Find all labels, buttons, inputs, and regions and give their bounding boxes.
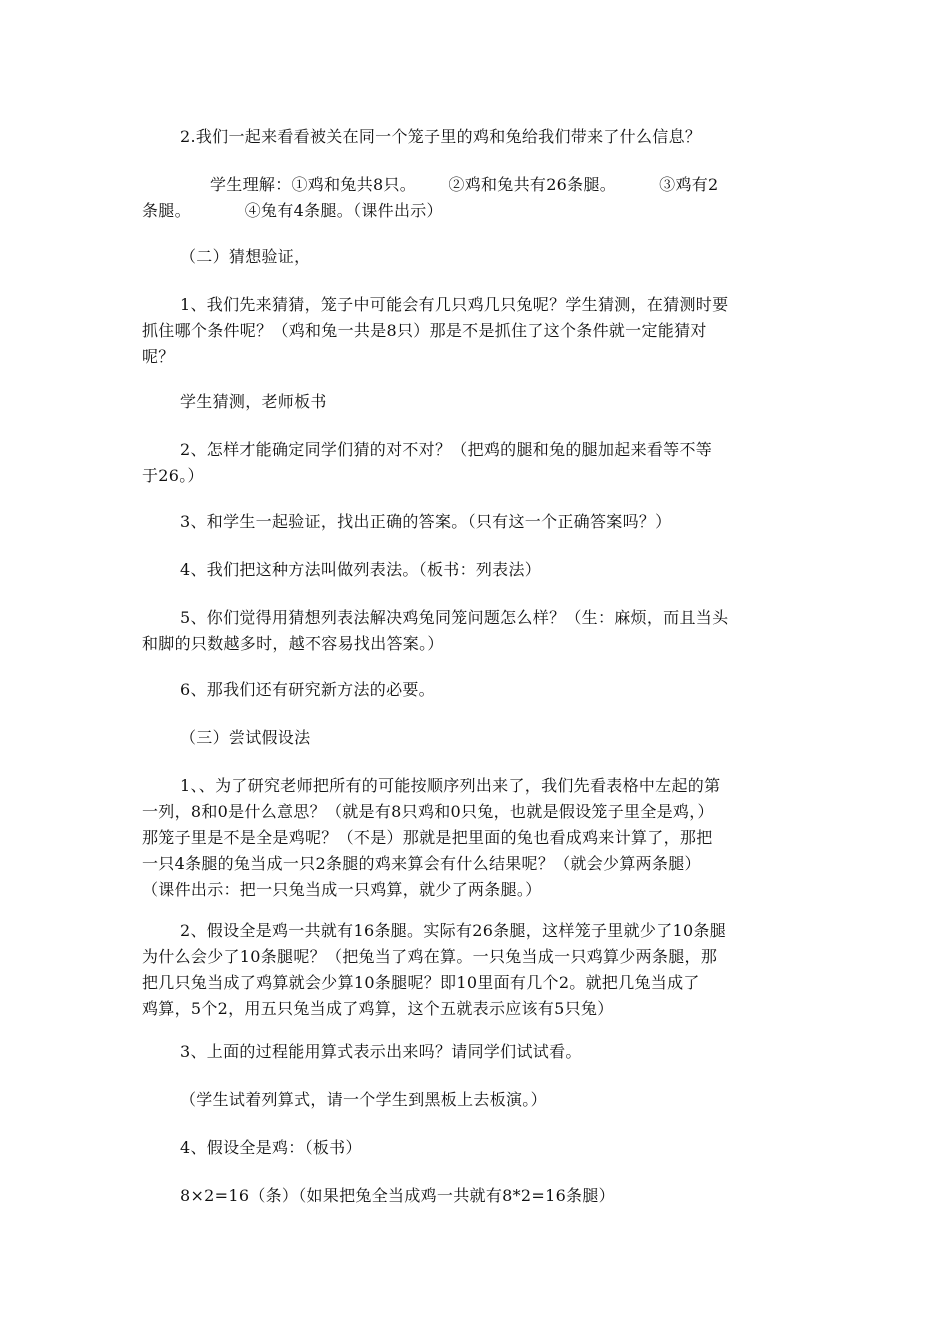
text-line: 于26。）: [142, 466, 204, 485]
text-line: 2、假设全是鸡一共就有16条腿。实际有26条腿，这样笼子里就少了10条腿: [180, 921, 727, 940]
paragraph-step-5-evaluate: [142, 605, 810, 657]
paragraph-student-guess-board: [142, 389, 810, 415]
text-line: 一列，8和0是什么意思？（就是有8只鸡和0只兔，也就是假设笼子里全是鸡，）: [142, 802, 714, 821]
text-line: 为什么会少了10条腿呢？（把兔当了鸡在算。一只兔当成一只鸡算少两条腿，那: [142, 947, 718, 966]
text-line: 4、假设全是鸡：（板书）: [180, 1138, 362, 1157]
text-line: 把几只兔当成了鸡算就会少算10条腿呢？即10里面有几个2。就把几兔当成了: [142, 973, 700, 992]
text-line: 3、上面的过程能用算式表示出来吗？请同学们试试看。: [180, 1042, 582, 1061]
text-line: （三）尝试假设法: [180, 728, 311, 747]
paragraph-assumption-step-4: [142, 1135, 810, 1161]
text-line: 3、和学生一起验证，找出正确的答案。（只有这一个正确答案吗？）: [180, 512, 672, 531]
paragraph-step-1-guess: [142, 292, 810, 370]
paragraph-step-6-new-method: [142, 677, 810, 703]
text-line: （学生试着列算式，请一个学生到黑板上去板演。）: [180, 1090, 547, 1109]
text-line: 抓住哪个条件呢？（鸡和兔一共是8只）那是不是抓住了这个条件就一定能猜对: [142, 321, 707, 340]
paragraph-assumption-step-3: [142, 1039, 810, 1065]
text-line: 那笼子里是不是全是鸡呢？（不是）那就是把里面的兔也看成鸡来计算了，那把: [142, 828, 713, 847]
text-line: 8×2=16（条）（如果把兔全当成鸡一共就有8*2=16条腿）: [180, 1186, 615, 1205]
text-line: （课件出示：把一只兔当成一只鸡算，就少了两条腿。）: [142, 880, 542, 899]
paragraph-step-3-verify: [142, 509, 810, 535]
text-line: 2、怎样才能确定同学们猜的对不对？（把鸡的腿和兔的腿加起来看等不等: [180, 440, 713, 459]
paragraph-equation: [142, 1183, 810, 1209]
paragraph-student-board-work: [142, 1087, 810, 1113]
text-line: 4、我们把这种方法叫做列表法。（板书：列表法）: [180, 560, 542, 579]
paragraph-question-2: [142, 124, 810, 150]
paragraph-step-2-check: [142, 437, 810, 489]
text-line: 学生猜测，老师板书: [180, 392, 327, 411]
text-line: 鸡算，5个2，用五只兔当成了鸡算，这个五就表示应该有5只兔）: [142, 999, 614, 1018]
section-heading-guess-verify: [142, 244, 810, 270]
paragraph-assumption-step-2: [142, 918, 810, 1022]
text-line: 和脚的只数越多时，越不容易找出答案。）: [142, 634, 444, 653]
paragraph-step-4-table-method: [142, 557, 810, 583]
paragraph-student-understanding: [142, 172, 810, 224]
text-line: 6、那我们还有研究新方法的必要。: [180, 680, 435, 699]
paragraph-assumption-step-1: [142, 773, 810, 903]
text-line: 条腿。 ④兔有4条腿。（课件出示）: [142, 201, 443, 220]
text-line: 一只4条腿的兔当成一只2条腿的鸡来算会有什么结果呢？（就会少算两条腿）: [142, 854, 701, 873]
text-line: 1、我们先来猜猜，笼子中可能会有几只鸡几只兔呢？学生猜测，在猜测时要: [180, 295, 729, 314]
text-line: （二）猜想验证，: [180, 247, 311, 266]
text-line: 5、你们觉得用猜想列表法解决鸡兔同笼问题怎么样？（生：麻烦，而且当头: [180, 608, 729, 627]
text-line: 2.我们一起来看看被关在同一个笼子里的鸡和兔给我们带来了什么信息？: [180, 127, 702, 146]
text-line: 1、、为了研究老师把所有的可能按顺序列出来了，我们先看表格中左起的第: [180, 776, 721, 795]
text-line: 呢？: [142, 347, 175, 366]
section-heading-assumption-method: [142, 725, 810, 751]
text-line: 学生理解：①鸡和兔共8只。 ②鸡和兔共有26条腿。 ③鸡有2: [210, 175, 719, 194]
